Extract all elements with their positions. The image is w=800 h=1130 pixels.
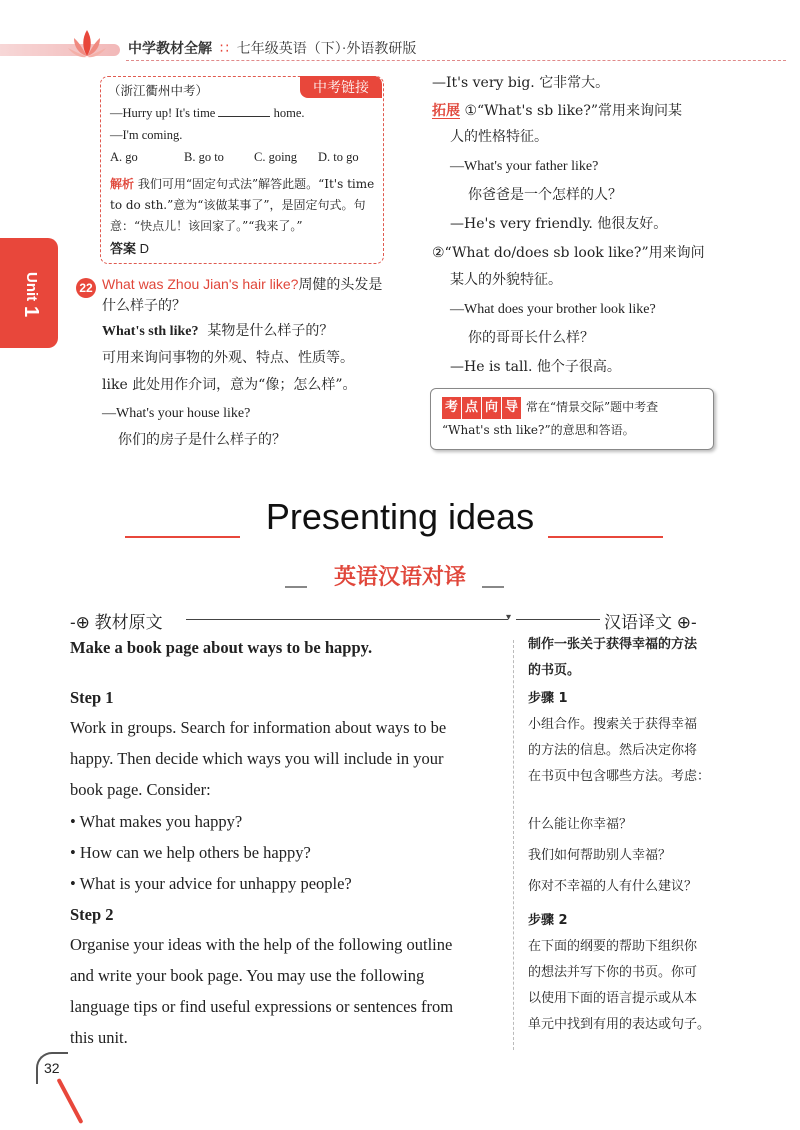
chinese-step2-line2: 的想法并写下你的书页。你可 bbox=[528, 965, 698, 980]
answer-label: 答案 bbox=[110, 241, 137, 256]
exam-analysis bbox=[110, 174, 376, 237]
analysis-label: 解析 bbox=[110, 177, 135, 191]
header-title: 中学教材全解 ∷ 七年级英语（下）·外语教研版 bbox=[128, 40, 417, 57]
ext1-answer: —He's very friendly. 他很友好。 bbox=[450, 216, 668, 232]
unit-tab bbox=[0, 238, 58, 348]
header-rule-right bbox=[516, 619, 600, 620]
english-step2-line3: language tips or find useful expressions or sentences from bbox=[70, 997, 454, 1016]
chinese-step2-line4: 单元中找到有用的表达或句子。 bbox=[528, 1017, 711, 1032]
book-title: 中学教材全解 bbox=[128, 40, 212, 56]
english-step1-line2: happy. Then decide which ways you will include in your bbox=[70, 749, 444, 768]
english-step2-line2: and write your book page. You may use the following bbox=[70, 966, 425, 985]
english-step2-line1: Organise your ideas with the help of the following outline bbox=[70, 935, 453, 954]
english-step1-line3: book page. Consider: bbox=[70, 780, 211, 799]
item22-example-cn: 你们的房子是什么样子的？ bbox=[118, 432, 286, 448]
extension-label: 拓展 bbox=[432, 102, 460, 118]
exam-guide-text: 考 点 向 导 常在“情景交际”题中考查 “What's sth like?”的意思和答语。 bbox=[442, 396, 708, 441]
item22-phrase bbox=[102, 318, 333, 345]
section-title: Presenting ideas bbox=[265, 496, 535, 537]
reply-line: —It's very big. 它非常大。 bbox=[432, 75, 610, 91]
title-rule-right bbox=[548, 536, 663, 538]
phrase-cn: 某物是什么样子的？ bbox=[207, 323, 334, 339]
chinese-heading-1: 制作一张关于获得幸福的方法 bbox=[528, 637, 698, 652]
ext2-line1: ②“What do/does sb look like?”用来询问 bbox=[432, 245, 705, 261]
chinese-step1-line3: 在书页中包含哪些方法。考虑： bbox=[528, 769, 711, 784]
ext1-question-cn: 你爸爸是一个怎样的人？ bbox=[468, 187, 622, 203]
english-step2-line4: this unit. bbox=[70, 1028, 128, 1047]
chinese-bullet: 你对不幸福的人有什么建议？ bbox=[528, 879, 698, 894]
item22-question-cn: 周健的头发是什么样子的？ bbox=[102, 277, 383, 314]
chinese-step2-line1: 在下面的纲要的帮助下组织你 bbox=[528, 939, 698, 954]
phrase-en: What's sth like? bbox=[102, 324, 199, 339]
chinese-heading-2: 的书页。 bbox=[528, 663, 581, 678]
english-bullet: • What is your advice for unhappy people? bbox=[70, 874, 352, 893]
item-number-badge: 22 bbox=[76, 278, 96, 298]
ext2-question: —What does your brother look like? bbox=[450, 302, 656, 317]
item22-question-en: What was Zhou Jian's hair like? bbox=[102, 276, 299, 292]
option-a: A. go bbox=[110, 150, 138, 164]
page-number-decoration bbox=[56, 1078, 83, 1124]
exam-link-tag: 中考链接 bbox=[300, 76, 382, 98]
exam-question-line2: —I'm coming. bbox=[110, 128, 183, 142]
ext2-line2: 某人的外貌特征。 bbox=[450, 272, 562, 288]
english-bullet: • What makes you happy? bbox=[70, 812, 243, 831]
english-bullet: • How can we help others be happy? bbox=[70, 843, 311, 862]
ext1-question: —What's your father like? bbox=[450, 159, 599, 174]
answer-value: D bbox=[139, 241, 150, 256]
chinese-step2: 步骤 2 bbox=[528, 913, 568, 928]
chinese-step2-line3: 以使用下面的语言提示或从本 bbox=[528, 991, 698, 1006]
lotus-logo-icon bbox=[64, 26, 110, 62]
english-step1: Step 1 bbox=[70, 688, 114, 707]
chinese-step1: 步骤 1 bbox=[528, 691, 568, 706]
answer-blank bbox=[218, 116, 270, 117]
ext2-answer: —He is tall. 他个子很高。 bbox=[450, 359, 621, 375]
unit-tab-number: 1 bbox=[20, 306, 42, 318]
header-rule-left bbox=[186, 619, 508, 620]
english-step1-line1: Work in groups. Search for information about ways to be bbox=[70, 718, 447, 737]
extension-line2: 人的性格特征。 bbox=[450, 129, 548, 145]
option-d: D. to go bbox=[318, 150, 359, 164]
option-c: C. going bbox=[254, 150, 298, 164]
chinese-step1-line1: 小组合作。搜索关于获得幸福 bbox=[528, 717, 698, 732]
exam-source: （浙江衢州中考） bbox=[108, 83, 209, 98]
book-subtitle: 七年级英语（下）·外语教研版 bbox=[236, 42, 417, 57]
subtitle-rule-left bbox=[285, 586, 307, 588]
option-b: B. go to bbox=[184, 150, 224, 164]
item22-example-en: —What's your house like? bbox=[102, 406, 251, 421]
exam-question-line1: —Hurry up! It's time home. bbox=[110, 106, 305, 120]
subtitle-rule-right bbox=[482, 586, 504, 588]
english-heading: Make a book page about ways to be happy. bbox=[70, 638, 373, 657]
analysis-text: 我们可用“固定句式法”解答此题。“It's time to do sth.”意为“该做某事了”，是固定句式。句意：“快点儿！该回家了。”“我来了。” bbox=[110, 177, 375, 233]
english-step2: Step 2 bbox=[70, 905, 114, 924]
column-divider bbox=[513, 640, 514, 1050]
header-divider bbox=[126, 60, 786, 61]
chinese-bullet: 我们如何帮助别人幸福？ bbox=[528, 848, 672, 863]
item22-line2: 可用来询问事物的外观、特点、性质等。 bbox=[102, 350, 354, 366]
unit-tab-word: Unit bbox=[23, 272, 40, 302]
divider-arrow-icon: ▾ bbox=[506, 612, 512, 623]
section-subtitle: 英语汉语对译 bbox=[333, 565, 466, 590]
exam-answer bbox=[110, 238, 149, 257]
item22-question bbox=[102, 274, 384, 317]
original-text-header: -⊕ 教材原文 bbox=[70, 613, 163, 632]
extension-line1: 拓展 ①“What's sb like?”常用来询问某 bbox=[432, 102, 683, 119]
ext2-question-cn: 你的哥哥长什么样？ bbox=[468, 330, 594, 346]
page-number: 32 bbox=[44, 1060, 60, 1076]
translation-header: 汉语译文 ⊕- bbox=[604, 613, 697, 632]
chinese-bullet: 什么能让你幸福？ bbox=[528, 817, 633, 832]
item22-line3: like 此处用作介词，意为“像；怎么样”。 bbox=[102, 377, 357, 393]
chinese-step1-line2: 的方法的信息。然后决定你将 bbox=[528, 743, 698, 758]
